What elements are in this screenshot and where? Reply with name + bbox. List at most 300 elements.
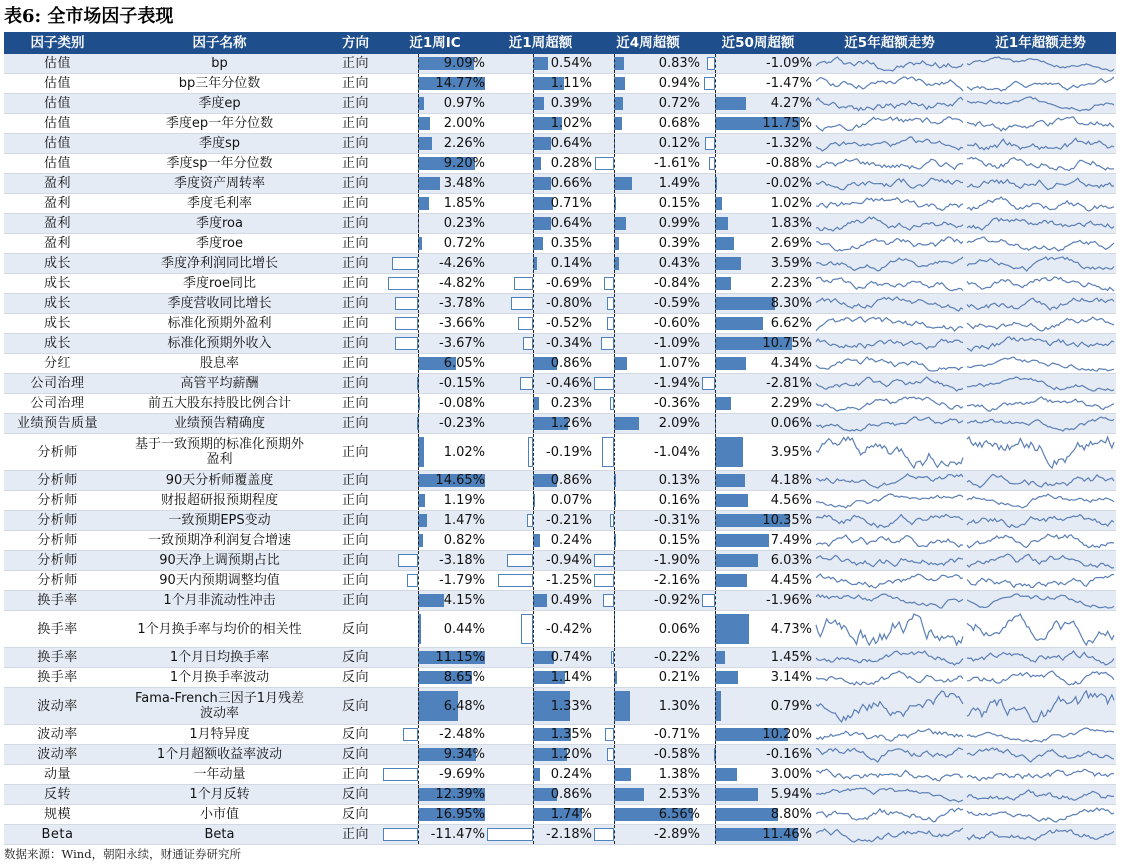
value-label: 1.85% xyxy=(443,196,485,211)
trend-5y-sparkline xyxy=(814,294,965,314)
factor-name: 1月特异度 xyxy=(189,727,250,742)
value-label: -3.67% xyxy=(439,336,485,351)
trend-1y-sparkline xyxy=(965,825,1116,845)
trend-line xyxy=(967,377,1114,391)
factor-name: Fama-French三因子1月残差波动率 xyxy=(134,691,305,721)
zero-axis xyxy=(533,334,534,353)
trend-1y-sparkline xyxy=(965,254,1116,274)
value-label: 0.72% xyxy=(658,96,700,111)
zero-axis xyxy=(418,785,419,804)
value-bar xyxy=(594,377,614,390)
value-label: 1.35% xyxy=(550,727,592,742)
ic1w-cell xyxy=(383,94,487,113)
value-label: 6.56% xyxy=(658,807,700,822)
value-bar xyxy=(715,574,747,587)
ex4w-cell xyxy=(594,174,702,193)
trend-1y-sparkline xyxy=(965,571,1116,591)
ic1w-cell xyxy=(383,174,487,193)
trend-1y-sparkline xyxy=(965,434,1116,471)
zero-axis xyxy=(715,611,716,647)
zero-axis xyxy=(614,214,615,233)
zero-axis xyxy=(418,611,419,647)
ex50w-cell xyxy=(702,414,814,433)
value-label: 1.02% xyxy=(443,444,485,460)
zero-axis xyxy=(715,174,716,193)
value-label: 0.66% xyxy=(550,176,592,191)
zero-axis xyxy=(715,154,716,173)
ex50w-cell xyxy=(702,114,814,133)
category-header: 因子类别 xyxy=(30,35,85,51)
trend-line xyxy=(816,748,963,762)
factor-category: 分析师 xyxy=(37,493,78,508)
ex1w-cell xyxy=(487,531,594,550)
zero-axis xyxy=(715,725,716,744)
table-row xyxy=(4,314,1116,334)
zero-axis xyxy=(533,551,534,570)
trend-line xyxy=(967,437,1114,468)
value-bar xyxy=(715,217,728,230)
zero-axis xyxy=(614,94,615,113)
zero-axis xyxy=(715,491,716,510)
table-row xyxy=(4,825,1116,845)
ic1w-cell xyxy=(383,491,487,510)
ex1w-cell xyxy=(487,765,594,784)
ic1w-cell xyxy=(383,194,487,213)
factor-name: 一致预期EPS变动 xyxy=(168,513,271,528)
value-label: -3.78% xyxy=(439,296,485,311)
value-label: -2.89% xyxy=(654,827,700,842)
factor-category: 分析师 xyxy=(37,533,78,548)
value-label: 6.05% xyxy=(443,356,485,371)
factor-name: 一年动量 xyxy=(193,767,246,782)
value-bar xyxy=(388,277,418,290)
trend-5y-sparkline xyxy=(814,234,965,254)
zero-axis xyxy=(533,354,534,373)
value-label: 6.03% xyxy=(770,553,812,568)
value-label: -2.18% xyxy=(546,827,592,842)
ex50w-cell xyxy=(702,511,814,530)
value-label: 0.86% xyxy=(550,473,592,488)
ic1w-cell xyxy=(383,274,487,293)
value-bar xyxy=(614,177,632,190)
ic1w-cell xyxy=(383,234,487,253)
table-row xyxy=(4,668,1116,688)
value-label: 0.86% xyxy=(550,356,592,371)
value-label: -0.58% xyxy=(654,747,700,762)
factor-category: 估值 xyxy=(43,96,71,111)
factor-direction: 正向 xyxy=(341,216,369,231)
ex50w-cell xyxy=(702,551,814,570)
ex1w-cell xyxy=(487,394,594,413)
factor-direction: 正向 xyxy=(341,493,369,508)
trend-line xyxy=(967,397,1114,411)
factor-category: 分析师 xyxy=(37,444,78,460)
trend-1y-sparkline xyxy=(965,414,1116,434)
ic1w-cell xyxy=(383,571,487,590)
zero-axis xyxy=(715,785,716,804)
zero-axis xyxy=(418,668,419,687)
trend-line xyxy=(967,830,1114,840)
zero-axis xyxy=(418,491,419,510)
ex1w-cell xyxy=(487,471,594,490)
zero-axis xyxy=(614,254,615,273)
value-bar xyxy=(498,574,533,587)
value-label: 0.71% xyxy=(550,196,592,211)
trend-line xyxy=(816,377,963,391)
trend-line xyxy=(816,437,963,468)
table-row xyxy=(4,254,1116,274)
value-label: 0.68% xyxy=(658,116,700,131)
ex50w-cell xyxy=(702,611,814,647)
ex1w-cell xyxy=(487,611,594,647)
table-row xyxy=(4,354,1116,374)
ex1w-cell xyxy=(487,154,594,173)
trend-line xyxy=(816,217,963,231)
factor-name: 季度ep xyxy=(198,96,241,111)
value-bar xyxy=(533,177,551,190)
zero-axis xyxy=(614,471,615,490)
zero-axis xyxy=(715,765,716,784)
factor-direction: 正向 xyxy=(341,573,369,588)
value-bar xyxy=(533,97,544,110)
ex4w-cell xyxy=(594,531,702,550)
value-bar xyxy=(715,788,758,801)
value-label: -4.26% xyxy=(439,256,485,271)
value-label: -1.94% xyxy=(654,376,700,391)
zero-axis xyxy=(533,394,534,413)
value-label: 0.64% xyxy=(550,136,592,151)
trend-line xyxy=(967,317,1114,331)
factor-name: 季度ep一年分位数 xyxy=(165,116,274,131)
factor-direction: 正向 xyxy=(341,316,369,331)
ex4w-cell xyxy=(594,114,702,133)
factor-name: 业绩预告精确度 xyxy=(173,416,265,431)
zero-axis xyxy=(715,591,716,610)
table-row xyxy=(4,294,1116,314)
value-bar xyxy=(595,157,614,170)
zero-axis xyxy=(715,294,716,313)
zero-axis xyxy=(533,134,534,153)
table-row xyxy=(4,374,1116,394)
factor-direction: 正向 xyxy=(341,473,369,488)
value-bar xyxy=(533,217,551,230)
factor-category: 换手率 xyxy=(37,670,78,685)
trend-line xyxy=(816,828,963,842)
trend-line xyxy=(816,614,963,645)
zero-axis xyxy=(715,531,716,550)
ex50w-cell xyxy=(702,668,814,687)
zero-axis xyxy=(418,531,419,550)
ex1w-cell xyxy=(487,234,594,253)
zero-axis xyxy=(418,725,419,744)
value-label: 11.46% xyxy=(762,827,812,842)
ex1w-cell xyxy=(487,491,594,510)
factor-name: 1个月换手率与均价的相关性 xyxy=(137,621,302,637)
factor-category: 分析师 xyxy=(37,553,78,568)
zero-axis xyxy=(533,94,534,113)
factor-direction: 正向 xyxy=(341,56,369,71)
ex1w-cell xyxy=(487,194,594,213)
value-label: 0.99% xyxy=(658,216,700,231)
factor-category: 换手率 xyxy=(37,650,78,665)
trend-1y-sparkline xyxy=(965,54,1116,74)
ic1w-cell xyxy=(383,511,487,530)
factor-name: 前五大股东持股比例合计 xyxy=(147,396,291,411)
value-bar xyxy=(523,337,533,350)
value-label: 0.13% xyxy=(658,473,700,488)
ex50w-cell xyxy=(702,471,814,490)
value-bar xyxy=(418,514,427,527)
value-label: 3.48% xyxy=(443,176,485,191)
ic1w-cell xyxy=(383,745,487,764)
trend-1y-sparkline xyxy=(965,725,1116,745)
excess-4w-header: 近4周超额 xyxy=(616,35,680,51)
zero-axis xyxy=(418,254,419,273)
value-label: 4.27% xyxy=(770,96,812,111)
ex4w-cell xyxy=(594,414,702,433)
zero-axis xyxy=(715,234,716,253)
zero-axis xyxy=(533,531,534,550)
zero-axis xyxy=(533,688,534,724)
factor-direction: 正向 xyxy=(341,336,369,351)
ex4w-cell xyxy=(594,94,702,113)
ex4w-cell xyxy=(594,214,702,233)
trend-5y-header: 近5年超额走势 xyxy=(844,35,935,51)
value-label: -1.79% xyxy=(439,573,485,588)
ic1w-cell xyxy=(383,668,487,687)
value-label: 10.75% xyxy=(762,336,812,351)
trend-line xyxy=(967,748,1114,762)
trend-line xyxy=(967,515,1114,528)
trend-line xyxy=(816,178,963,189)
trend-line xyxy=(967,237,1114,251)
value-label: 0.49% xyxy=(550,593,592,608)
ex4w-cell xyxy=(594,785,702,804)
value-bar xyxy=(715,474,745,487)
zero-axis xyxy=(418,648,419,667)
factor-name: 1个月日均换手率 xyxy=(169,650,270,665)
factor-category: 波动率 xyxy=(37,747,78,762)
ic1w-cell xyxy=(383,725,487,744)
trend-line xyxy=(967,77,1114,91)
value-label: 0.14% xyxy=(550,256,592,271)
trend-line xyxy=(967,337,1114,351)
zero-axis xyxy=(418,214,419,233)
value-label: -1.90% xyxy=(654,553,700,568)
trend-line xyxy=(816,339,963,349)
value-bar xyxy=(607,297,614,310)
trend-line xyxy=(967,494,1114,508)
trend-1y-sparkline xyxy=(965,668,1116,688)
value-label: 1.26% xyxy=(550,416,592,431)
value-label: 6.48% xyxy=(443,698,485,714)
zero-axis xyxy=(614,434,615,470)
zero-axis xyxy=(533,74,534,93)
value-label: 0.28% xyxy=(550,156,592,171)
value-bar xyxy=(594,554,614,567)
value-bar xyxy=(383,828,418,841)
zero-axis xyxy=(715,805,716,824)
value-label: -1.09% xyxy=(766,56,812,71)
zero-axis xyxy=(715,434,716,470)
ex1w-cell xyxy=(487,805,594,824)
value-label: 5.94% xyxy=(770,787,812,802)
value-bar xyxy=(487,828,533,841)
factor-direction: 正向 xyxy=(341,196,369,211)
trend-line xyxy=(967,808,1114,822)
zero-axis xyxy=(715,668,716,687)
trend-5y-sparkline xyxy=(814,334,965,354)
trend-1y-header: 近1年超额走势 xyxy=(995,35,1086,51)
factor-category: 盈利 xyxy=(43,176,71,191)
trend-line xyxy=(816,691,963,722)
factor-category: 公司治理 xyxy=(30,396,85,411)
ic1w-cell xyxy=(383,765,487,784)
zero-axis xyxy=(715,551,716,570)
zero-axis xyxy=(715,214,716,233)
value-label: 8.80% xyxy=(770,807,812,822)
zero-axis xyxy=(533,591,534,610)
zero-axis xyxy=(533,374,534,393)
value-label: 2.23% xyxy=(770,276,812,291)
value-label: 2.00% xyxy=(443,116,485,131)
zero-axis xyxy=(715,334,716,353)
trend-1y-sparkline xyxy=(965,154,1116,174)
ex1w-cell xyxy=(487,374,594,393)
trend-line xyxy=(816,357,963,371)
zero-axis xyxy=(533,668,534,687)
trend-line xyxy=(816,417,963,431)
zero-axis xyxy=(715,314,716,333)
value-bar xyxy=(602,437,614,467)
table-row xyxy=(4,531,1116,551)
value-label: -0.59% xyxy=(654,296,700,311)
trend-5y-sparkline xyxy=(814,551,965,571)
zero-axis xyxy=(418,134,419,153)
value-bar xyxy=(395,317,418,330)
factor-name: 标准化预期外盈利 xyxy=(167,316,272,331)
ex50w-cell xyxy=(702,725,814,744)
value-label: -0.21% xyxy=(546,513,592,528)
ic1w-cell xyxy=(383,334,487,353)
ex1w-cell xyxy=(487,294,594,313)
ex50w-cell xyxy=(702,648,814,667)
factor-direction: 正向 xyxy=(341,276,369,291)
factor-category: 成长 xyxy=(43,316,71,331)
value-bar xyxy=(614,117,622,130)
trend-1y-sparkline xyxy=(965,491,1116,511)
ex50w-cell xyxy=(702,591,814,610)
value-label: 0.72% xyxy=(443,236,485,251)
value-bar xyxy=(418,197,429,210)
factor-direction: 正向 xyxy=(341,553,369,568)
value-label: -1.47% xyxy=(766,76,812,91)
ex4w-cell xyxy=(594,234,702,253)
zero-axis xyxy=(614,294,615,313)
zero-axis xyxy=(614,134,615,153)
zero-axis xyxy=(418,174,419,193)
zero-axis xyxy=(533,194,534,213)
zero-axis xyxy=(715,94,716,113)
zero-axis xyxy=(418,825,419,844)
zero-axis xyxy=(614,611,615,647)
value-bar xyxy=(605,728,614,741)
ex4w-cell xyxy=(594,354,702,373)
zero-axis xyxy=(418,471,419,490)
value-bar xyxy=(520,377,533,390)
trend-5y-sparkline xyxy=(814,765,965,785)
ic1w-cell xyxy=(383,214,487,233)
zero-axis xyxy=(715,825,716,844)
value-label: -1.09% xyxy=(654,336,700,351)
trend-line xyxy=(816,77,963,91)
value-bar xyxy=(715,197,722,210)
trend-line xyxy=(816,277,963,290)
zero-axis xyxy=(715,414,716,433)
zero-axis xyxy=(614,688,615,724)
trend-1y-sparkline xyxy=(965,551,1116,571)
zero-axis xyxy=(533,174,534,193)
factor-category: 换手率 xyxy=(37,621,78,637)
zero-axis xyxy=(533,571,534,590)
zero-axis xyxy=(614,511,615,530)
value-label: -1.32% xyxy=(766,136,812,151)
ex4w-cell xyxy=(594,374,702,393)
zero-axis xyxy=(715,74,716,93)
ex4w-cell xyxy=(594,805,702,824)
ex50w-cell xyxy=(702,531,814,550)
ex50w-cell xyxy=(702,134,814,153)
factor-direction: 正向 xyxy=(341,296,369,311)
ex1w-cell xyxy=(487,74,594,93)
value-bar xyxy=(715,768,737,781)
ex1w-cell xyxy=(487,668,594,687)
value-label: 0.43% xyxy=(658,256,700,271)
factor-name: 1个月反转 xyxy=(189,787,250,802)
factor-name: bp xyxy=(211,56,228,71)
factor-direction: 正向 xyxy=(341,256,369,271)
value-label: 2.26% xyxy=(443,136,485,151)
trend-line xyxy=(967,178,1114,189)
table-row xyxy=(4,334,1116,354)
zero-axis xyxy=(614,765,615,784)
ex4w-cell xyxy=(594,591,702,610)
value-label: -9.69% xyxy=(439,767,485,782)
zero-axis xyxy=(418,551,419,570)
trend-line xyxy=(816,729,963,741)
value-bar xyxy=(418,494,425,507)
ex50w-cell xyxy=(702,334,814,353)
value-label: -2.48% xyxy=(439,727,485,742)
zero-axis xyxy=(418,765,419,784)
ex4w-cell xyxy=(594,154,702,173)
value-label: -0.23% xyxy=(439,416,485,431)
value-label: -1.96% xyxy=(766,593,812,608)
factor-category: 分析师 xyxy=(37,473,78,488)
zero-axis xyxy=(533,765,534,784)
factor-category: 估值 xyxy=(43,156,71,171)
ex4w-cell xyxy=(594,648,702,667)
factor-direction: 正向 xyxy=(341,96,369,111)
table-row xyxy=(4,648,1116,668)
ex4w-cell xyxy=(594,134,702,153)
ic1w-cell xyxy=(383,551,487,570)
value-label: -0.31% xyxy=(654,513,700,528)
value-label: 0.86% xyxy=(550,787,592,802)
zero-axis xyxy=(533,805,534,824)
trend-1y-sparkline xyxy=(965,214,1116,234)
trend-line xyxy=(967,575,1114,588)
